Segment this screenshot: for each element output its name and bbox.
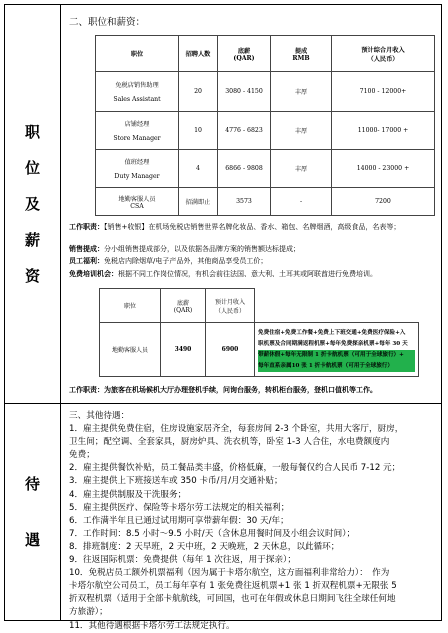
cell-position: 值班经理 Duty Manager	[96, 150, 179, 188]
table-header-row	[96, 36, 435, 72]
header-count: 招聘人数	[179, 36, 218, 72]
benefits-list	[69, 410, 435, 633]
csa-header-position: 职位	[100, 289, 161, 323]
list-item: 1．雇主提供免费住宿，住房设施家居齐全，每套房间 2-3 个卧室，共用大客厅，厨房，	[69, 424, 404, 435]
cell-count: 招满即止	[179, 188, 218, 216]
table-row	[96, 150, 435, 188]
csa-benefit-line-highlight: 带薪休假+每年无限制 1 折卡航机票（可用于全球旅行）+	[258, 350, 415, 361]
benefit-label: 员工福利：	[69, 257, 104, 265]
training-label: 免费培训机会：	[69, 270, 118, 278]
cell-base: 4776 - 6823	[218, 112, 271, 150]
list-item: 6．工作满半年且已通过试用期可享带薪年假：30 天/年；	[69, 515, 289, 526]
csa-benefit-line: 免费住宿+免费工作餐+免费上下班交通+免费医疗保险+入	[258, 329, 406, 336]
label-char: 遇	[24, 531, 40, 549]
cell-income: 14000 - 23000 +	[332, 150, 435, 188]
section1-content	[61, 5, 441, 404]
list-item: 免费；	[69, 450, 95, 461]
csa-duties-text: 为旅客在机场候机大厅办理登机手续，问询台服务，转机柜台服务，登机口值机等工作。	[104, 386, 377, 394]
cell-position: 店铺经理 Store Manager	[96, 112, 179, 150]
cell-count: 10	[179, 112, 218, 150]
csa-duties-label: 工作职责：	[69, 386, 104, 394]
benefit-text: 免税店内除烟草/电子产品外，其他商品享受员工价；	[104, 257, 268, 265]
csa-benefit-line: 职机票及合同期满返程机票+每年免费探亲机票+每年 30 天	[258, 340, 408, 347]
duties-text: 【销售+收银】在机场免税店销售世界名牌化妆品、香水、箱包、名牌烟酒，高级食品，名表等；	[104, 223, 401, 231]
list-item: 卡塔尔航空公司员工，员工每年享有 1 张免费往返机票+1 张 1 折双程机票+无限张 5	[69, 581, 397, 592]
cell-base: 6866 - 9808	[218, 150, 271, 188]
csa-table	[99, 288, 419, 377]
commission-paragraph	[69, 244, 437, 255]
csa-cell-base: 3490	[161, 323, 206, 377]
cell-base: 3573	[218, 188, 271, 216]
csa-benefit-line-highlight: 每年直系亲属10 张 1 折卡航机票（可用于全球旅行）	[258, 361, 415, 372]
list-item: 10．免税店员工额外机票福利（因为属于卡塔尔航空，这方面福利非常给力）： 作为	[69, 568, 390, 579]
header-position: 职位	[96, 36, 179, 72]
cell-count: 20	[179, 72, 218, 112]
csa-row	[100, 323, 419, 377]
training-text: 根据不同工作岗位情况，有机会前往法国、意大利、土耳其或阿联酋进行免费培训。	[118, 270, 377, 278]
csa-cell-income: 6900	[206, 323, 255, 377]
benefits-title: 三、其他待遇：	[69, 411, 130, 421]
csa-cell-position: 地勤客服人员	[100, 323, 161, 377]
table-row	[96, 188, 435, 216]
list-item: 9．往返国际机票：免费提供（每年 1 次往返，用于探亲）；	[69, 555, 296, 566]
list-item: 4．雇主提供制服及干洗服务；	[69, 489, 187, 500]
cell-commission: 丰厚	[271, 112, 332, 150]
label-char: 位	[24, 159, 40, 177]
cell-commission: 丰厚	[271, 72, 332, 112]
list-item: 方旅游）；	[69, 607, 108, 618]
header-base: 底薪 (QAR)	[218, 36, 271, 72]
label-char: 薪	[24, 231, 40, 249]
cell-position: 免税店销售助理 Sales Assistant	[96, 72, 179, 112]
list-item: 11．其他待遇根据卡塔尔劳工法规定执行。	[69, 620, 235, 631]
cell-commission: -	[271, 188, 332, 216]
document-frame	[4, 4, 442, 631]
csa-duties-paragraph	[69, 385, 437, 396]
label-char: 资	[24, 267, 40, 285]
list-item: 5．雇主提供医疗、保险等卡塔尔劳工法规定的相关福利；	[69, 502, 290, 513]
training-paragraph	[69, 269, 437, 280]
cell-income: 7200	[332, 188, 435, 216]
label-char: 职	[24, 123, 40, 141]
label-char: 待	[24, 475, 40, 493]
label-char: 及	[24, 195, 40, 213]
commission-text: 分小组销售提成部分，以及依据各品牌方案的销售额达标提成；	[104, 245, 300, 253]
cell-income: 11000- 17000 +	[332, 112, 435, 150]
benefit-paragraph	[69, 256, 437, 267]
csa-header-base: 底薪 (QAR)	[161, 289, 206, 323]
cell-commission: 丰厚	[271, 150, 332, 188]
section1-title: 二、职位和薪资：	[69, 17, 146, 28]
cell-position: 地勤客服人员 CSA	[96, 188, 179, 216]
section1-label	[5, 5, 61, 404]
duties-label: 工作职责：	[69, 223, 104, 231]
list-item: 2．雇主提供餐饮补贴，员工餐品类丰盛，价格低廉，一般每餐仅约合人民币 7-12 元；	[69, 463, 401, 474]
list-item: 卫生间；配空调、全套家具，厨房炉具、洗衣机等，卧室 1-3 人合住，水电费额度内	[69, 437, 390, 448]
list-item: 7．工作时间：8.5 小时～9.5 小时/天（含休息用餐时间及小组会议时间）；	[69, 528, 356, 539]
header-commission: 提成 RMB	[271, 36, 332, 72]
list-item: 8．排班制度：2 天早班，2 天中班，2 天晚班，2 天休息，以此循环；	[69, 541, 340, 552]
cell-base: 3080 - 4150	[218, 72, 271, 112]
csa-header-row	[100, 289, 419, 323]
table-row	[96, 112, 435, 150]
list-item: 折双程机票（适用于全部卡航航线，可回国，也可在年假或休息日期间飞往全球任何地	[69, 594, 396, 605]
salary-table	[95, 35, 435, 216]
section2-content	[61, 404, 441, 631]
table-row	[96, 72, 435, 112]
csa-header-income: 预计月收入 （人民币）	[206, 289, 255, 323]
cell-count: 4	[179, 150, 218, 188]
list-item: 3．雇主提供上下班接送车或 350 卡币/月/月交通补贴；	[69, 476, 283, 487]
csa-benefits-cell	[255, 323, 419, 377]
commission-label: 销售提成：	[69, 245, 104, 253]
cell-income: 7100 - 12000+	[332, 72, 435, 112]
section2-label	[5, 404, 61, 620]
duties-paragraph	[69, 222, 437, 233]
header-income: 预计综合月收入 （人民币）	[332, 36, 435, 72]
